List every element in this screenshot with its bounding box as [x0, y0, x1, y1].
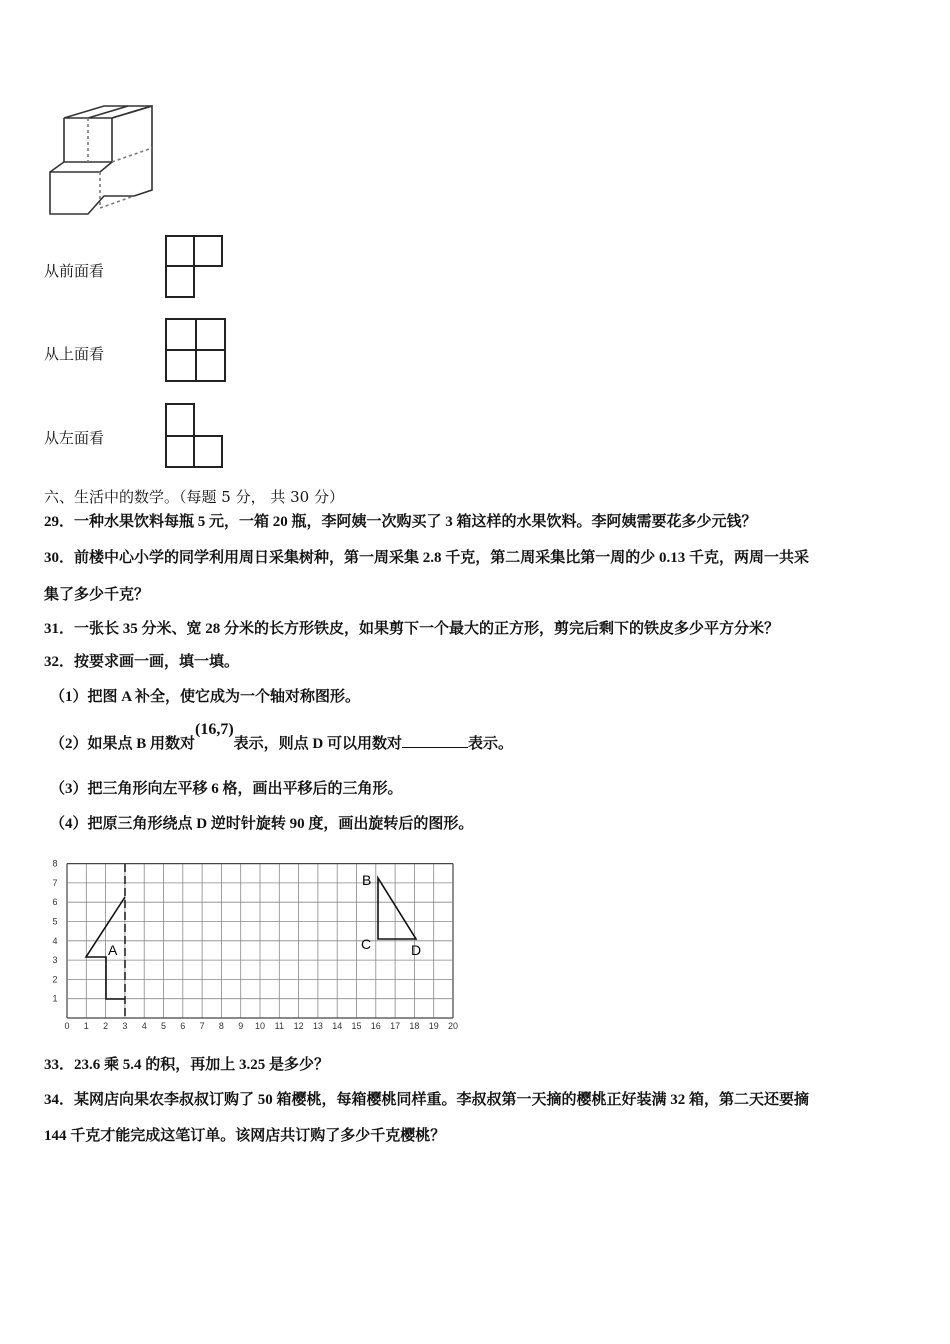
y-tick-label: 6	[52, 897, 58, 908]
figure-a-label: A	[108, 942, 118, 958]
x-tick-label: 9	[238, 1021, 244, 1031]
y-tick-label: 3	[52, 955, 58, 966]
question-32-part1: （1）把图 A 补全，使它成为一个轴对称图形。	[50, 689, 361, 705]
cube-solid-figure	[44, 100, 160, 220]
question-31: 31．一张长 35 分米、宽 28 分米的长方形铁皮，如果剪下一个最大的正方形，剪完后剩下的铁皮多少平方分米？	[44, 621, 780, 637]
x-tick-label: 15	[351, 1021, 362, 1031]
view-label-left: 从左面看	[44, 429, 105, 447]
top-view-diagram	[164, 317, 228, 385]
x-tick-label: 2	[103, 1021, 109, 1031]
x-tick-label: 8	[218, 1021, 224, 1031]
question-32-title: 32．按要求画一画，填一填。	[44, 654, 240, 670]
part2-suffix: 表示。	[468, 736, 514, 752]
x-tick-label: 4	[141, 1021, 147, 1031]
x-tick-label: 1	[83, 1021, 89, 1031]
question-29: 29．一种水果饮料每瓶 5 元，一箱 20 瓶，李阿姨一次购买了 3 箱这样的水果饮料。李阿姨需要花多少元钱？	[44, 514, 757, 530]
part2-prefix: （2）如果点 B 用数对	[50, 736, 196, 752]
point-b-label: B	[362, 872, 372, 888]
x-tick-label: 17	[390, 1021, 401, 1031]
x-tick-label: 7	[199, 1021, 205, 1031]
x-tick-label: 20	[447, 1021, 459, 1031]
x-tick-label: 19	[428, 1021, 439, 1031]
y-tick-label: 8	[52, 858, 58, 869]
x-tick-label: 6	[180, 1021, 186, 1031]
part2-middle: 表示，则点 D 可以用数对	[233, 736, 403, 752]
x-axis-ticks	[64, 1021, 458, 1031]
answer-blank[interactable]	[402, 733, 468, 748]
question-32-part2	[50, 721, 514, 754]
question-32-part3: （3）把三角形向左平移 6 格，画出平移后的三角形。	[50, 781, 403, 797]
coordinate-grid	[40, 852, 470, 1034]
view-label-front: 从前面看	[44, 262, 105, 280]
x-tick-label: 16	[370, 1021, 381, 1031]
question-30-line1: 30．前楼中心小学的同学利用周日采集树种，第一周采集 2.8 千克，第二周采集比第一周的少 0.13 千克，两周一共采	[44, 550, 810, 566]
front-view-diagram	[164, 234, 226, 300]
x-tick-label: 14	[332, 1021, 343, 1031]
x-tick-label: 13	[312, 1021, 323, 1031]
question-33: 33．23.6 乘 5.4 的积，再加上 3.25 是多少？	[44, 1057, 330, 1073]
y-axis-ticks	[52, 859, 57, 1004]
view-label-top: 从上面看	[44, 345, 105, 363]
x-tick-label: 0	[64, 1021, 70, 1031]
y-tick-label: 4	[52, 935, 58, 946]
x-tick-label: 3	[122, 1021, 128, 1031]
x-tick-label: 11	[274, 1021, 284, 1031]
question-34-line1: 34．某网店向果农李叔叔订购了 50 箱樱桃，每箱樱桃同样重。李叔叔第一天摘的樱桃正好装满 32 箱，第二天还要摘	[44, 1092, 810, 1108]
question-34-line2: 144 千克才能完成这笔订单。该网店共订购了多少千克樱桃？	[44, 1128, 446, 1144]
coordinate-pair: (16,7)	[195, 721, 234, 738]
point-d-label: D	[411, 942, 422, 958]
triangle-bcd	[378, 878, 416, 939]
y-tick-label: 7	[52, 877, 58, 888]
x-tick-label: 10	[254, 1021, 266, 1031]
question-32-part4: （4）把原三角形绕点 D 逆时针旋转 90 度，画出旋转后的图形。	[50, 816, 474, 832]
question-30-line2: 集了多少千克？	[44, 587, 150, 603]
y-tick-label: 1	[52, 993, 58, 1004]
x-tick-label: 18	[409, 1021, 420, 1031]
point-c-label: C	[361, 936, 372, 952]
section-heading: 六、生活中的数学。（每题 5 分， 共 30 分）	[44, 488, 344, 506]
left-view-diagram	[164, 402, 226, 470]
y-tick-label: 5	[52, 916, 58, 927]
x-tick-label: 5	[160, 1021, 167, 1031]
x-tick-label: 12	[293, 1021, 304, 1031]
y-tick-label: 2	[52, 974, 58, 985]
